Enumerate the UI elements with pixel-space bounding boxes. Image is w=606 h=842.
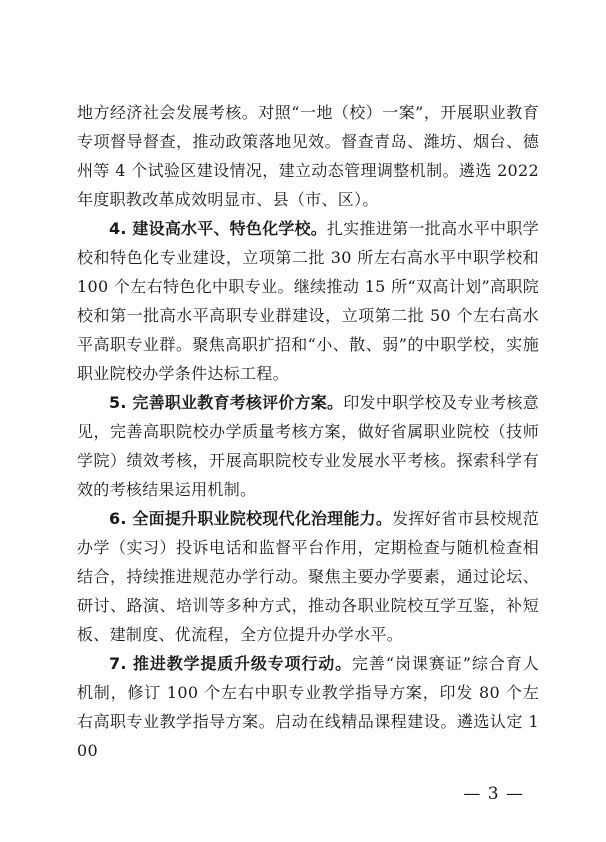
paragraph-text: 完善“岗课赛证”综合育人机制，修订 100 个左右中职专业教学指导方案，印发 80 个左右高职专业教学指导方案。启动在线精品课程建设。遴选认定 100 (77, 654, 539, 760)
paragraph-text: 地方经济社会发展考核。对照“一地（校）一案”，开展职业教育专项督导督查，推动政策落地见效。督查青岛、潍坊、烟台、德州等 4 个试验区建设情况，建立动态管理调整机制。遴选 2022 年度职教改革成效明显市、县（市、区）。 (77, 103, 539, 209)
paragraph-heading: 4. 建设高水平、特色化学校。 (109, 219, 327, 238)
paragraph-text: 印发中职学校及专业考核意见，完善高职院校办学质量考核方案，做好省属职业院校（技师学院）绩效考核，开展高职院校专业发展水平考核。探索科学有效的考核结果运用机制。 (77, 393, 539, 499)
paragraph-heading: 5. 完善职业教育考核评价方案。 (109, 393, 344, 412)
paragraph-text: 发挥好省市县校规范办学（实习）投诉电话和监督平台作用，定期检查与随机检查相结合，持续推进规范办学行动。聚焦主要办学要素，通过论坛、研讨、路演、培训等多种方式，推动各职业院校互学互鉴，补短板、建制度、优流程，全方位提升办学水平。 (77, 509, 539, 644)
body-text (77, 98, 539, 765)
paragraph-heading: 7. 推进教学提质升级专项行动。 (109, 654, 352, 673)
paragraph-item-7 (77, 649, 539, 765)
paragraph-item-6 (77, 504, 539, 649)
page-number: — 3 — (463, 784, 524, 804)
paragraph-continuation (77, 98, 539, 214)
paragraph-heading: 6. 全面提升职业院校现代化治理能力。 (109, 509, 393, 528)
paragraph-item-5 (77, 388, 539, 504)
paragraph-item-4 (77, 214, 539, 388)
paragraph-text: 扎实推进第一批高水平中职学校和特色化专业建设，立项第二批 30 所左右高水平中职学校和 100 个左右特色化中职专业。继续推动 15 所“双高计划”高职院校和第一批高水平高职专业群建设，立项第二批 50 个左右高水平高职专业群。聚焦高职扩招和“小、散、弱”的中职学校，实施职业院校办学条件达标工程。 (77, 219, 539, 383)
